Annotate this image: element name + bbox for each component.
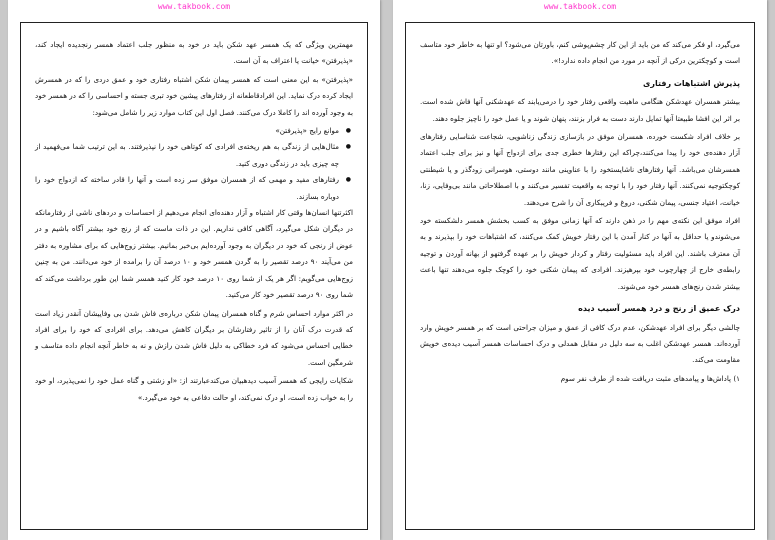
list-item: ● موانع رایج «پذیرفتن»	[35, 123, 339, 139]
paragraph: چالشی دیگر برای افراد عهدشکن، عدم درک کافی از عمق و میزان جراحتی است که بر همسر خویش وارد آورده‌اند. همسر عهدشکن اغلب به سه دلیل در مقابل همدلی و درک احساسات همسر آسیب دیده‌ی خویش مقاومت می‌کند.	[420, 322, 740, 365]
paragraph: می‌گیرد، او فکر می‌کند که من باید از این کار چشم‌پوشی کنم، باورتان می‌شود؟ او تنها به خاطر خود متاسف است و کوچکترین درکی از آنچه در مورد من انجام داده ندارد!».	[420, 40, 740, 66]
paragraph: در اکثر موارد احساس شرم و گناه همسران پیمان شکن درباره‌ی فاش شدن بی وفاییشان آنقدر زیاد است که قدرت درک آنان را از تاثیر رفتارشان بر دیگران کاهش می‌دهد. برای افرادی که خود را برای افراد خطایی احساس می‌شود که فرد خطاکی به دلیل فاش شدن رازش و نه به خاطر آنچه انجام داده متاسف و شرمگین است.	[35, 308, 353, 367]
paragraph: بیشتر همسران عهدشکن هنگامی ماهیت واقعی رفتار خود را درمی‌یابند که عهدشکنی آنها فاش شده است. بر اثر این افشا طبیعتا آنها تمایل دارند دست به فرار بزنند، پنهان شوند و یا عمل خود را ناچیز جلوه دهند.	[420, 97, 740, 123]
list-item: ● رفتارهای مفید و مهمی که از همسران موفق سر زده است و آنها را قادر ساخته که ازدواج خود را دوباره بسازند.	[35, 172, 339, 205]
list-item: ● مثال‌هایی از زندگی به هم ریخته‌ی افرادی که کوتاهی خود را نپذیرفتند. به این ترتیب شما می‌فهمید از چه چیزی باید در زندگی دوری کنید.	[35, 139, 339, 172]
right-page	[393, 0, 767, 540]
left-page	[8, 0, 380, 540]
watermark: www.takbook.com	[543, 2, 617, 11]
paragraph: مهمترین ویژگی که یک همسر عهد شکن باید در خود به منظور جلب اعتماد همسر رنجدیده ایجاد کند، «پذیرفتن» خیانت یا اعتراف به آن است.	[35, 40, 353, 66]
paragraph: ۱) پاداش‌ها و پیامدهای مثبت دریافت شده از طرف نفر سوم	[560, 373, 740, 383]
section-heading: درک عمیق از رنج و درد همسر آسیب دیده	[578, 304, 740, 314]
left-page-content	[35, 37, 353, 408]
bullet-list	[35, 123, 353, 205]
right-page-content	[420, 37, 740, 389]
section-heading: پذیرش اشتباهات رفتاری	[643, 78, 740, 88]
paragraph: افراد موفق این نکته‌ی مهم را در ذهن دارند که آنها زمانی موفق به کسب بخشش همسر دلشکسته خود می‌شوندو یا حداقل به آنها در کنار آمدن با این رفتار خویش کمک می‌کنند، که اشتباهات خود را بپذیرند و به آن معترف باشند. این افراد باید مسئولیت رفتار و کردار خویش را بر عهده گرفتهو از بهانه آوردن و توجیه رابطه‌ی خارج از چهارچوب خود بپرهیزند. افرادی که پیمان شکنی خود را کوچک جلوه می‌دهند تنها باعث بیشتر شدن رنج‌های همسر خود می‌شوند.	[420, 216, 740, 291]
right-page-frame	[405, 22, 755, 530]
paragraph: شکایات رایجی که همسر آسیب دیدهبیان می‌کندعبارتند از: «او زشتی و گناه عمل خود را نمی‌پذیرد، او خود را به خواب زده است، او درک نمی‌کند، او حالت دفاعی به خود می‌گیرد.»	[35, 376, 353, 402]
paragraph: اکثرتنها انسان‌ها وقتی کار اشتباه و آزار دهنده‌ای انجام می‌دهیم از احساسات و دردهای ناشی از رفتارمانکه در دیگران شکل می‌گیرد، آگاهی کافی نداریم. این در ذات ماست که از رنج خود بیشتر آگاه باشیم و در عوض از رنجی که خود در دیگران به وجود آورده‌ایم بی‌خبر بمانیم. بیشتر زوج‌هایی که برای مشاوره به دفتر من می‌آیند ۹۰ درصد تقصیر را به گردن همسر خود و ۱۰ درصد آن را برامده از خود می‌دانند. من به چنین زوج‌هایی می‌گویم: اگر هر یک از شما روی ۱۰ درصد خود کار کنید همسر شما این طور برداشت می‌کند که شما روی ۹۰ درصد تقصیر خود کار می‌کنید.	[35, 208, 354, 300]
left-page-frame	[20, 22, 368, 530]
paragraph: بر خلاف افراد شکست خورده، همسران موفق در بازسازی زندگی زناشویی، شجاعت شناسایی رفتارهای آزار دهنده‌ی خود را پیدا می‌کنند،چراکه این رفتارها خطری جدی برای ازدواج آنها و نیز برای جلب اعتماد همسرشان می‌باشد. آنها رفتارهای ناشایستخود را با عناوینی مانند دوستی، هوسرانی زودگذر و یا شیطنتی کوچکتوجیه نمی‌کنند. آنها رفتار خود را با توجه به واقعیت تفسیر می‌کنند و با اصطلاحاتی مانند بی‌وفایی، زنا، خیانت، اعتیاد جنسی، پیمان شکنی، دروغ و فریبکاری آن را شرح می‌دهند.	[420, 132, 740, 207]
watermark: www.takbook.com	[157, 2, 231, 11]
paragraph: «پذیرفتن» به این معنی است که همسر پیمان شکن اشتباه رفتاری خود و عمق دردی را که در همسرش ایجاد کرده درک نماید. این افرادقاطعانه از رفتارهای پیشین خود تبری جسته و احساسی را که در همسر خود به وجود آورده اند را کاملا درک می‌کنند. فصل اول این کتاب موارد زیر را شامل می‌شود:	[35, 74, 353, 117]
